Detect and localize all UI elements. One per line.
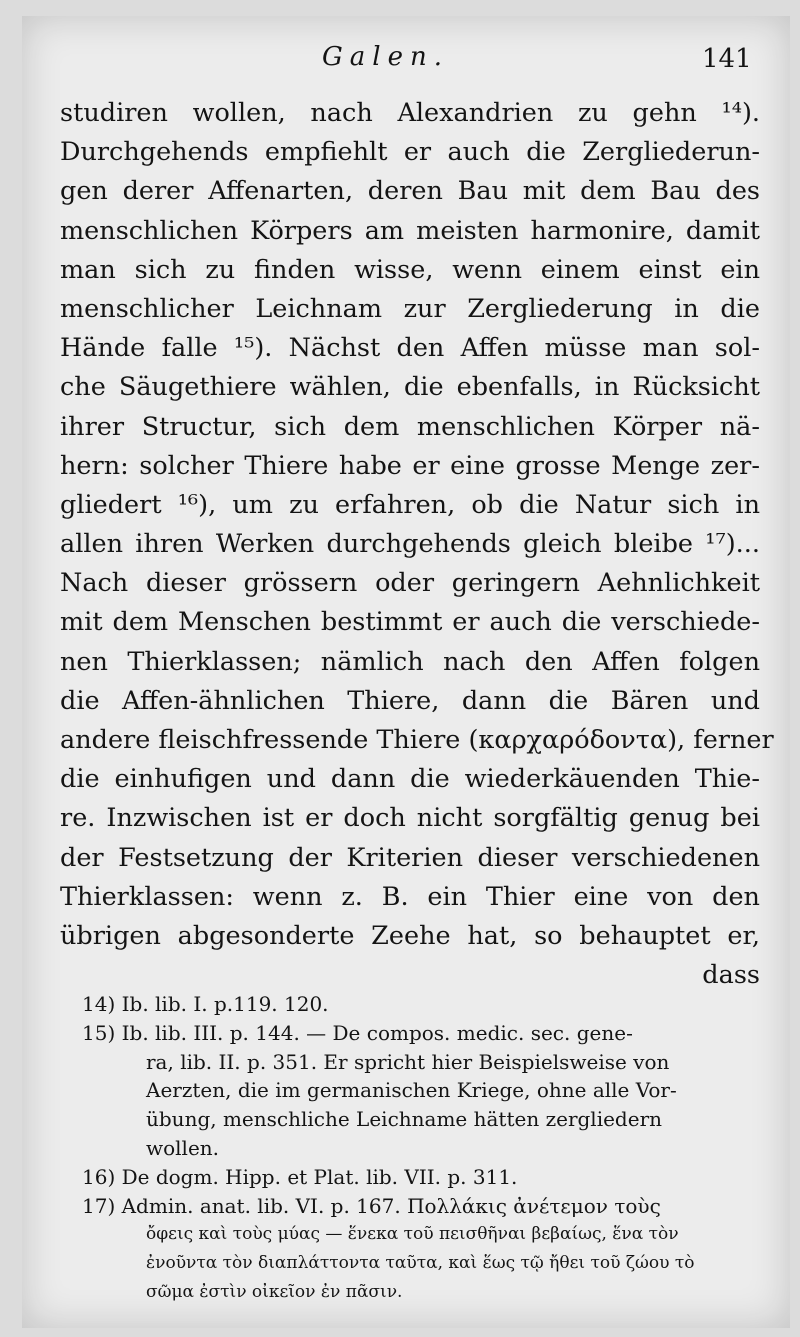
footnote-15-cont: übung, menschliche Leichname hätten zergliedern [146,1107,663,1132]
footnote-17: 17) Admin. anat. lib. VI. p. 167. Πολλάκις ἀνέτεμον τοὺς [82,1193,661,1218]
body-line: der Festsetzung der Kriterien dieser verschiedenen [60,842,760,873]
body-line: re. Inzwischen ist er doch nicht sorgfältig genug bei [60,803,760,834]
body-line: gliedert ¹⁶), um zu erfahren, ob die Natur sich in [60,489,760,520]
body-line: mit dem Menschen bestimmt er auch die verschiede- [60,607,760,638]
body-line: Thierklassen: wenn z. B. ein Thier eine von den [60,881,760,912]
page-number: 141 [702,44,752,74]
body-line: allen ihren Werken durchgehends gleich bleibe ¹⁷)... [60,529,760,560]
footnote-14: 14) Ib. lib. I. p.119. 120. [82,992,329,1016]
footnote-15: 15) Ib. lib. III. p. 144. — De compos. medic. sec. gene- [82,1020,633,1045]
body-line: Nach dieser grössern oder geringern Aehnlichkeit [60,568,760,599]
footnote-15-cont: ra, lib. II. p. 351. Er spricht hier Beispielsweise von [146,1049,670,1074]
body-line: Durchgehends empfiehlt er auch die Zergliederun- [60,137,760,168]
footnote-15-cont: Aerzten, die im germanischen Kriege, ohne alle Vor- [146,1078,677,1103]
footnote-17-greek: ἐνοῦντα τὸν διαπλάττοντα ταῦτα, καὶ ἕως τῷ ἤθει τοῦ ζώου τὸ [146,1253,695,1274]
footnote-17-greek: ὄφεις καὶ τοὺς μύας — ἕνεκα τοῦ πεισθῆναι βεβαίως, ἕνα τὸν [146,1224,679,1245]
body-line: andere fleischfressende Thiere (καρχαρόδοντα), ferner [60,725,774,755]
body-line: hern: solcher Thiere habe er eine grosse Menge zer- [60,450,760,481]
running-head-title: Galen. [322,42,449,72]
footnote-15-cont: wollen. [146,1135,220,1160]
body-text [60,94,774,995]
body-line: ihrer Structur, sich dem menschlichen Körper nä- [60,411,760,442]
body-line: studiren wollen, nach Alexandrien zu gehn ¹⁴). [60,98,760,128]
body-line: übrigen abgesonderte Zeehe hat, so behauptet er, [60,920,760,951]
body-line: che Säugethiere wählen, die ebenfalls, in Rücksicht [60,372,760,403]
body-line: die einhufigen und dann die wiederkäuenden Thie- [60,764,760,795]
body-line: die Affen-ähnlichen Thiere, dann die Bären und [60,685,760,716]
footnote-17-greek: σῶμα ἐστὶν οἰκεῖον ἐν πᾶσιν. [146,1281,403,1302]
body-line: gen derer Affenarten, deren Bau mit dem Bau des [60,176,760,207]
body-line: menschlichen Körpers am meisten harmonire, damit [60,215,760,246]
body-line: man sich zu finden wisse, wenn einem einst ein [60,254,760,285]
catchword: dass [702,960,760,991]
body-line: menschlicher Leichnam zur Zergliederung in die [60,293,760,324]
footnotes [82,990,772,1307]
body-line: nen Thierklassen; nämlich nach den Affen folgen [60,646,760,677]
footnote-16: 16) De dogm. Hipp. et Plat. lib. VII. p. 311. [82,1164,518,1189]
page [22,16,790,1328]
body-line: Hände falle ¹⁵). Nächst den Affen müsse man sol- [60,333,760,364]
